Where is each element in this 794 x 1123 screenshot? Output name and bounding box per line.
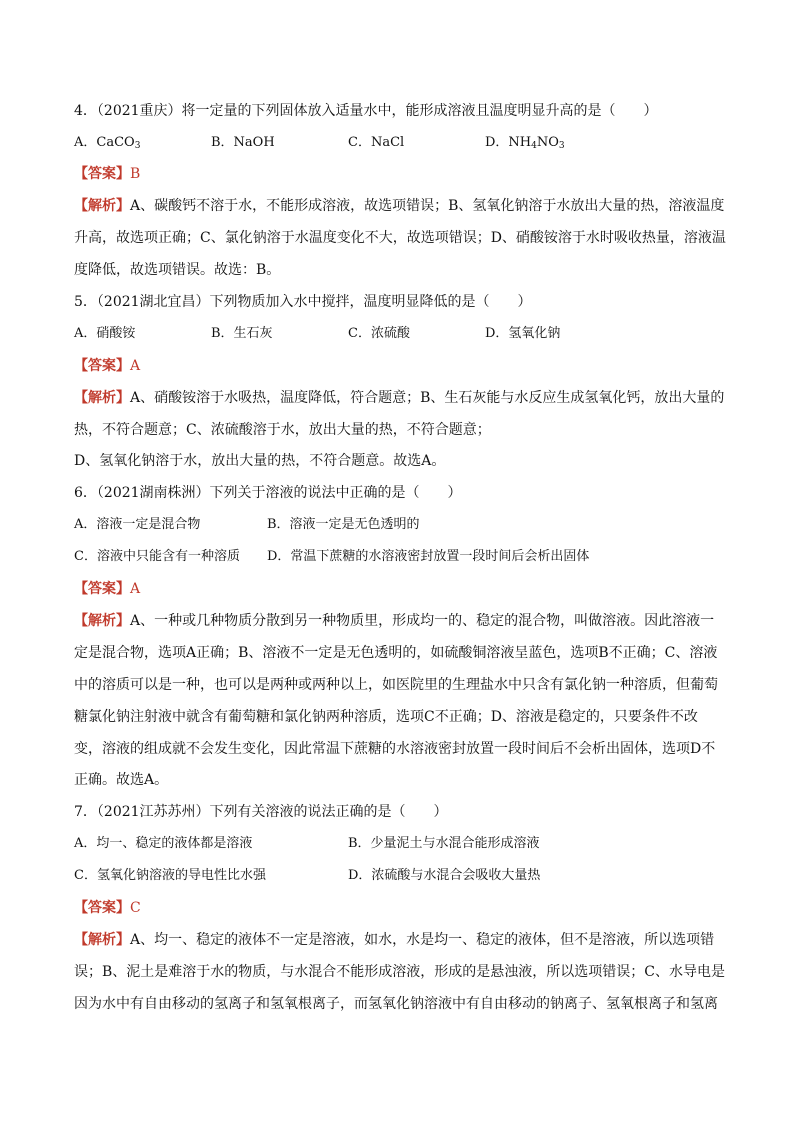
answer-value: A: [130, 581, 141, 597]
answer-tag: 【答案】: [74, 166, 130, 182]
q7-answer: [74, 899, 141, 917]
q4-answer: [74, 165, 140, 183]
answer-value: B: [130, 166, 141, 182]
q7-option-b: B．少量泥土与水混合能形成溶液: [348, 836, 540, 851]
question-7-stem: 7．（2021江苏苏州）下列有关溶液的说法正确的是（ ）: [74, 804, 448, 820]
q4-option-d: D．$NH_4NO_3$: [485, 135, 565, 151]
q5-analysis-line-2: 热，不符合题意；C、浓硫酸溶于水，放出大量的热，不符合题意；: [74, 422, 491, 438]
q6-option-b: B．溶液一定是无色透明的: [267, 517, 420, 532]
q4-option-c: C．NaCl: [348, 135, 405, 150]
answer-tag: 【答案】: [74, 358, 130, 374]
question-4-stem: 4．（2021重庆）将一定量的下列固体放入适量水中，能形成溶液且温度明显升高的是（ ）: [74, 103, 658, 119]
q6-analysis-line-1: 【解析】A、一种或几种物质分散到另一种物质里，形成均一的、稳定的混合物，叫做溶液。因此溶液一: [74, 613, 715, 629]
question-5-stem: 5．（2021湖北宜昌）下列物质加入水中搅拌，温度明显降低的是（ ）: [74, 294, 532, 310]
q7-analysis-line-2: 误；B、泥土是难溶于水的物质，与水混合不能形成溶液，形成的是悬浊液，所以选项错误；C、水导电是: [74, 964, 725, 980]
q5-answer: [74, 357, 140, 375]
q6-option-d: D．常温下蔗糖的水溶液密封放置一段时间后会析出固体: [267, 549, 590, 564]
q6-analysis-line-5: 变，溶液的组成就不会发生变化，因此常温下蔗糖的水溶液密封放置一段时间后不会析出固体，选项D不: [74, 741, 716, 757]
q6-option-a: A．溶液一定是混合物: [74, 517, 201, 532]
q5-option-d: D．氢氧化钠: [485, 326, 561, 341]
q4-analysis-line-2: 升高，故选项正确；C、氯化钠溶于水温度变化不大，故选项错误；D、硝酸铵溶于水时吸收热量，溶液温: [74, 230, 726, 246]
q4-analysis-line-3: 度降低，故选项错误。故选：B。: [74, 262, 281, 278]
q6-option-c: C．溶液中只能含有一种溶质: [74, 549, 240, 564]
q7-option-a: A．均一、稳定的液体都是溶液: [74, 836, 253, 851]
q4-option-b: B．NaOH: [211, 135, 275, 150]
q5-option-a: A．硝酸铵: [74, 326, 136, 341]
q4-analysis-line-1: 【解析】A、碳酸钙不溶于水，不能形成溶液，故选项错误；B、氢氧化钠溶于水放出大量的热，溶液温度: [74, 198, 725, 214]
q7-option-d: D．浓硫酸与水混合会吸收大量热: [348, 868, 541, 883]
analysis-tag: 【解析】: [74, 198, 130, 214]
analysis-tag: 【解析】: [74, 613, 130, 629]
q4-option-a: A．CaCO$_3$: [74, 135, 141, 151]
q6-analysis-line-4: 糖氯化钠注射液中就含有葡萄糖和氯化钠两种溶质，选项C不正确；D、溶液是稳定的，只要条件不改: [74, 709, 698, 725]
analysis-tag: 【解析】: [74, 932, 130, 948]
q5-option-b: B．生石灰: [211, 326, 273, 341]
q6-analysis-line-6: 正确。故选A。: [74, 772, 169, 788]
answer-tag: 【答案】: [74, 900, 130, 916]
q7-analysis-line-1: 【解析】A、均一、稳定的液体不一定是溶液，如水，水是均一、稳定的液体，但不是溶液，所以选项错: [74, 932, 715, 948]
q5-analysis-line-1: 【解析】A、硝酸铵溶于水吸热，温度降低，符合题意；B、生石灰能与水反应生成氢氧化钙，放出大量的: [74, 390, 725, 406]
q6-answer: [74, 580, 140, 598]
answer-value: C: [130, 900, 141, 916]
answer-value: A: [130, 358, 141, 374]
q6-analysis-line-2: 定是混合物，选项A正确；B、溶液不一定是无色透明的，如硫酸铜溶液呈蓝色，选项B不正确；C、溶液: [74, 645, 718, 661]
q5-analysis-line-3: D、氢氧化钠溶于水，放出大量的热，不符合题意。故选A。: [74, 453, 446, 469]
answer-tag: 【答案】: [74, 581, 130, 597]
analysis-tag: 【解析】: [74, 390, 130, 406]
q5-option-c: C．浓硫酸: [348, 326, 410, 341]
q6-analysis-line-3: 中的溶质可以是一种，也可以是两种或两种以上，如医院里的生理盐水中只含有氯化钠一种溶质，但葡萄: [74, 677, 718, 693]
question-6-stem: 6．（2021湖南株洲）下列关于溶液的说法中正确的是（ ）: [74, 485, 462, 501]
q7-option-c: C．氢氧化钠溶液的导电性比水强: [74, 868, 266, 883]
q7-analysis-line-3: 因为水中有自由移动的氢离子和氢氧根离子，而氢氧化钠溶液中有自由移动的钠离子、氢氧根离子和氢离: [74, 996, 718, 1012]
